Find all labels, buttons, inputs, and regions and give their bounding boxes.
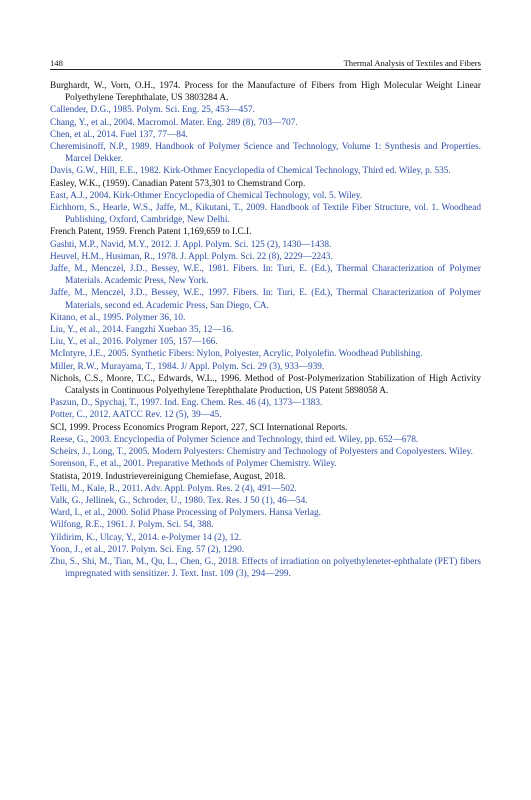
reference-link[interactable]: Reese, G., 2003. Encyclopedia of Polymer Science and Technology, third ed. Wiley, pp. 652—678.: [50, 434, 419, 445]
reference-link[interactable]: Chen, et al., 2014. Fuel 137, 77—84.: [50, 129, 188, 140]
reference-link[interactable]: Valk, G., Jellinek, G., Schroder, U., 1980. Tex. Res. J 50 (1), 46—54.: [50, 495, 308, 506]
reference-link[interactable]: Eichhorn, S., Hearle, W.S., Jaffe, M., Kikutani, T., 2009. Handbook of Textile Fiber Structure, vol. 1. Woodhead Publishing, Oxford, Cambridge, New Delhi.: [50, 203, 481, 226]
reference-link[interactable]: Chang, Y., et al., 2004. Macromol. Mater. Eng. 289 (8), 703—707.: [50, 117, 298, 128]
reference-entry: Statista, 2019. Industrievereinigung Chemiefase, August, 2018.: [50, 471, 286, 482]
reference-link[interactable]: Liu, Y., et al., 2016. Polymer 105, 157—166.: [50, 337, 218, 348]
reference-entry: SCI, 1999. Process Economics Program Report, 227, SCI International Reports.: [50, 422, 348, 433]
reference-link[interactable]: Callender, D.G., 1985. Polym. Sci. Eng. 25, 453—457.: [50, 105, 255, 116]
reference-entry: Easley, W.K., (1959). Canadian Patent 573,301 to Chemstrand Corp.: [50, 178, 306, 189]
page-header: [50, 52, 481, 68]
reference-link[interactable]: Potter, C., 2012. AATCC Rev. 12 (5), 39—45.: [50, 410, 222, 421]
reference-link[interactable]: Jaffe, M., Menczel, J.D., Bessey, W.E., 1981. Fibers. In: Turi, E. (Ed.), Thermal Characterization of Polymer Materials. Academic Press, New York.: [50, 264, 481, 287]
reference-link[interactable]: Paszun, D., Spychaj, T., 1997. Ind. Eng. Chem. Res. 46 (4), 1373—1383.: [50, 398, 323, 409]
reference-list: [50, 80, 481, 580]
reference-link[interactable]: Yildirim, K., Ulcay, Y., 2014. e-Polymer 14 (2), 12.: [50, 532, 242, 543]
reference-link[interactable]: Zhu, S., Shi, M., Tian, M., Qu, L., Chen, G., 2018. Effects of irradiation on polyethyleneter-ephthalate (PET) fibers impregnated with sensitizer. J. Text. Inst. 109 (3), 294—299.: [50, 556, 481, 580]
page-number: 148: [50, 58, 63, 68]
reference-link[interactable]: Scheirs, J., Long, T., 2005. Modern Polyesters: Chemistry and Technology of Polyesters and Copolyesters. Wiley.: [50, 447, 473, 458]
reference-link[interactable]: Wilfong, R.E., 1961. J. Polym. Sci. 54, 388.: [50, 520, 214, 531]
reference-link[interactable]: McIntyre, J.E., 2005. Synthetic Fibers: Nylon, Polyester, Acrylic, Polyolefin. Woodhead Publishing.: [50, 349, 423, 360]
reference-link[interactable]: Ward, I., et al., 2000. Solid Phase Processing of Polymers. Hansa Verlag.: [50, 508, 321, 519]
reference-entry: Nichols, C.S., Moore, T.C., Edwards, W.L., 1996. Method of Post-Polymerization Stabilization of High Activity Catalysts in Continuous Polyethylene Terephthalate Production, US Patent 5898058 A.: [50, 373, 481, 397]
reference-link[interactable]: Davis, G.W., Hill, E.E., 1982. Kirk-Othmer Encyclopedia of Chemical Technology, Third ed. Wiley, p. 535.: [50, 166, 451, 177]
reference-link[interactable]: East, A.J., 2004. Kirk-Othmer Encyclopedia of Chemical Technology, vol. 5. Wiley.: [50, 190, 363, 201]
reference-link[interactable]: Yoon, J., et al., 2017. Polym. Sci. Eng. 57 (2), 1290.: [50, 544, 245, 555]
reference-link[interactable]: Jaffe, M., Menczel, J.D., Bessey, W.E., 1997. Fibers. In: Turi, E. (Ed.), Thermal Characterization of Polymer Materials, second ed. Academic Press, San Diego, CA.: [50, 288, 481, 311]
reference-link[interactable]: Gashti, M.P., Navid, M.Y., 2012. J. Appl. Polym. Sci. 125 (2), 1430—1438.: [50, 239, 332, 250]
reference-entry: French Patent, 1959. French Patent 1,169,659 to I.C.I.: [50, 227, 252, 238]
running-title: Thermal Analysis of Textiles and Fibers: [343, 58, 481, 68]
reference-link[interactable]: Cheremisinoff, N.P., 1989. Handbook of Polymer Science and Technology, Volume 1: Synthesis and Properties. Marcel Dekker.: [50, 142, 481, 165]
reference-link[interactable]: Miller, R.W., Murayama, T., 1984. J/ Appl. Polym. Sci. 29 (3), 933—939.: [50, 361, 325, 372]
reference-entry: Burghardt, W., Vorn, O.H., 1974. Process for the Manufacture of Fibers from High Molecular Weight Linear Polyethylene Terephthalate, US 3803284 A.: [50, 81, 481, 104]
reference-link[interactable]: Telli, M., Kale, R., 2011. Adv. Appl. Polym. Res. 2 (4), 491—502.: [50, 483, 297, 494]
reference-link[interactable]: Liu, Y., et al., 2014. Fangzhi Xuebao 35, 12—16.: [50, 325, 234, 336]
header-divider: [50, 69, 481, 70]
reference-link[interactable]: Sorenson, F., et al., 2001. Preparative Methods of Polymer Chemistry. Wiley.: [50, 459, 337, 470]
reference-link[interactable]: Kitano, et al., 1995. Polymer 36, 10.: [50, 312, 186, 323]
reference-link[interactable]: Heuvel, H.M., Husiman, R., 1978. J. Appl. Polym. Sci. 22 (8), 2229—2243.: [50, 251, 333, 262]
